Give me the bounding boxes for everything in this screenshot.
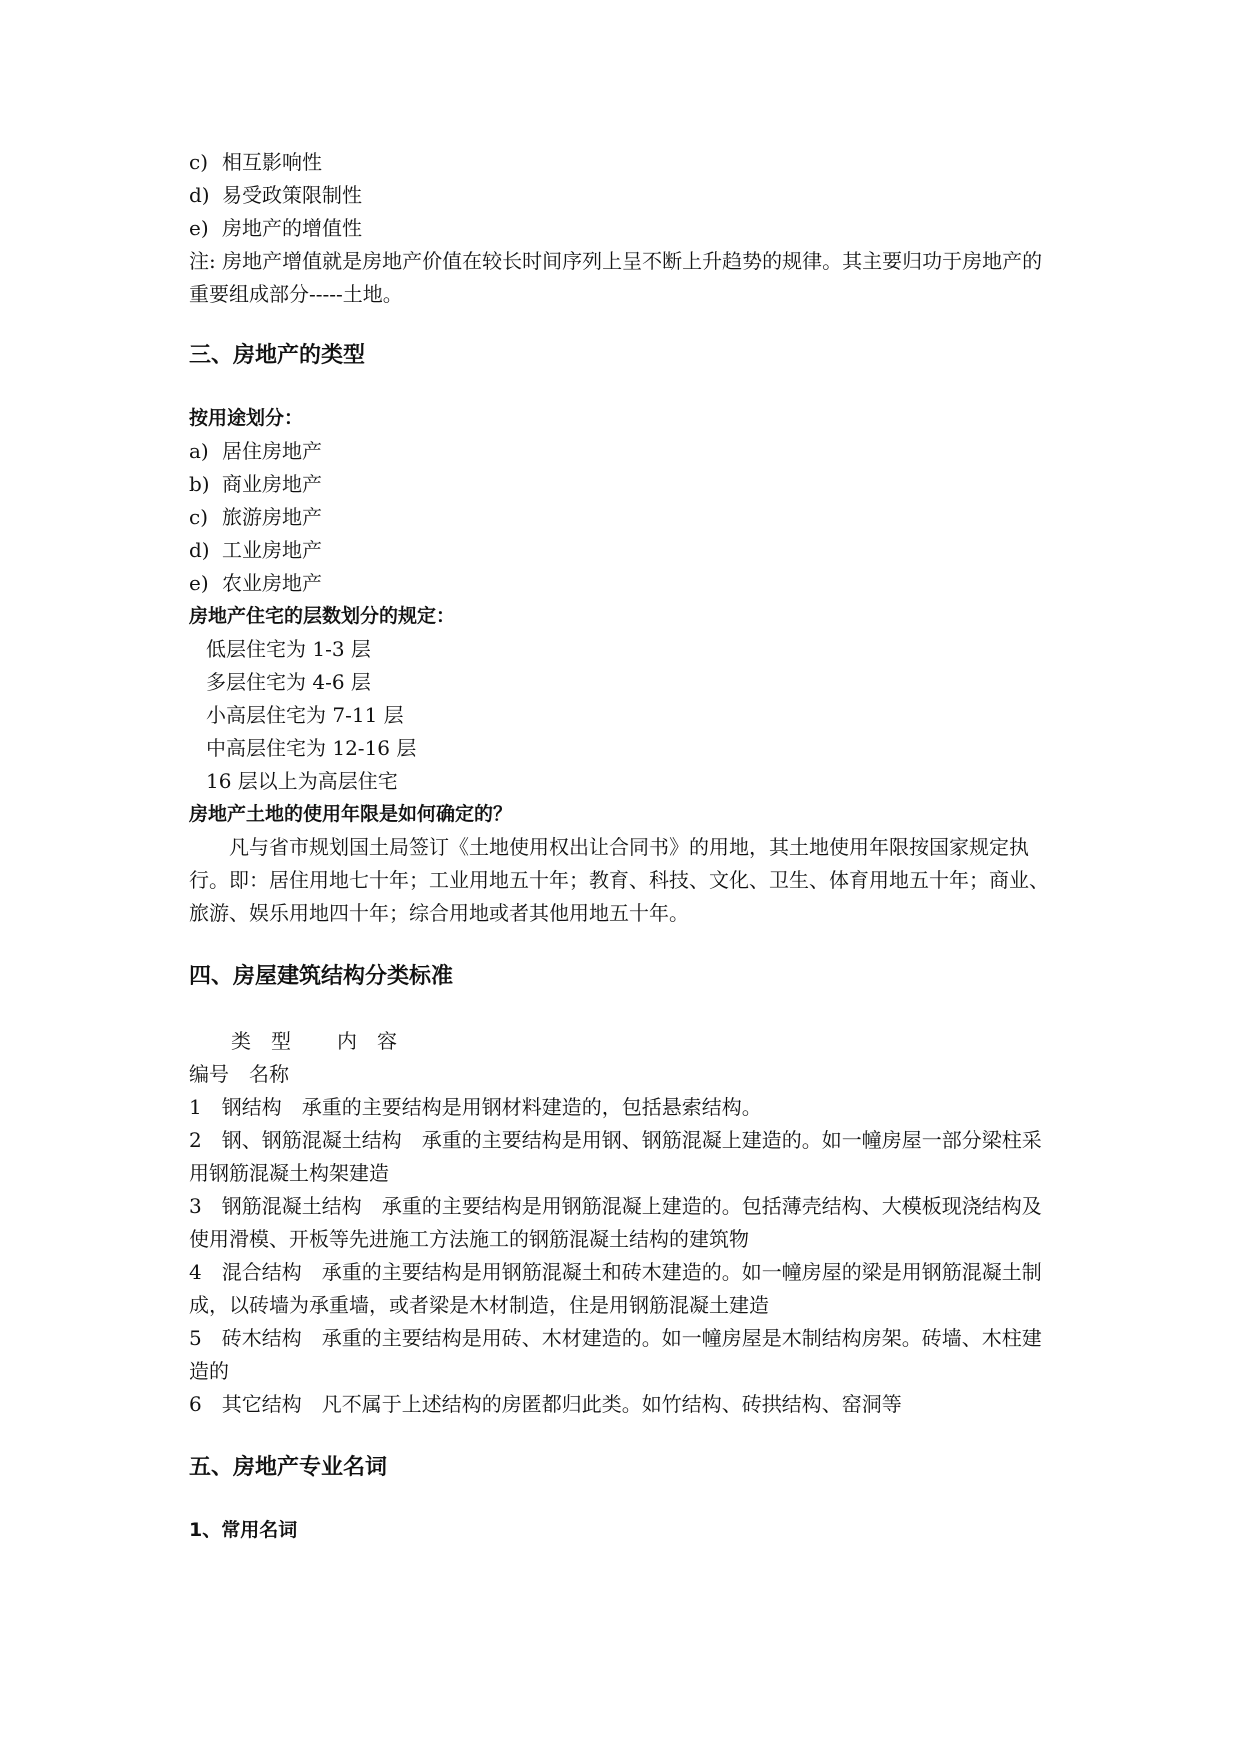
list-item: d) 工业房地产 — [189, 538, 322, 562]
table-subheader: 编号 名称 — [189, 1062, 289, 1086]
landuse-paragraph: 凡与省市规划国土局签订《土地使用权出让合同书》的用地，其土地使用年限按国家规定执行。即：居住用地七十年；工业用地五十年；教育、科技、文化、卫生、体育用地五十年；商业、旅游、娱乐用地四十年；综合用地或者其他用地五十年。 — [189, 835, 1049, 925]
table-row: 3 钢筋混凝土结构 承重的主要结构是用钢筋混凝上建造的。包括薄壳结构、大模板现浇结构及使用滑模、开板等先进施工方法施工的钢筋混凝土结构的建筑物 — [189, 1194, 1042, 1251]
table-header-type: 类 型 — [231, 1029, 291, 1053]
document-page — [189, 146, 1055, 1547]
floor-rule: 低层住宅为 1-3 层 — [206, 637, 371, 661]
subsection-title: 1、常用名词 — [189, 1519, 298, 1541]
list-item: d) 易受政策限制性 — [189, 183, 362, 207]
floor-rule: 多层住宅为 4-6 层 — [206, 670, 371, 694]
list-item: e) 农业房地产 — [189, 571, 322, 595]
floor-rule: 16 层以上为高层住宅 — [206, 769, 398, 793]
list-item: c) 旅游房地产 — [189, 505, 322, 529]
table-row: 4 混合结构 承重的主要结构是用钢筋混凝土和砖木建造的。如一幢房屋的梁是用钢筋混凝土制成，以砖墙为承重墙，或者梁是木材制造，住是用钢筋混凝土建造 — [189, 1260, 1042, 1317]
list-item: c) 相互影响性 — [189, 150, 322, 174]
table-row: 2 钢、钢筋混凝土结构 承重的主要结构是用钢、钢筋混凝上建造的。如一幢房屋一部分梁柱采用钢筋混凝土构架建造 — [189, 1128, 1042, 1185]
table-header — [189, 1025, 1055, 1058]
section-5-title: 五、房地产专业名词 — [189, 1455, 388, 1480]
list-item: a) 居住房地产 — [189, 439, 322, 463]
list-item: e) 房地产的增值性 — [189, 216, 362, 240]
note-paragraph: 注: 房地产增值就是房地产价值在较长时间序列上呈不断上升趋势的规律。其主要归功于房地产的重要组成部分-----土地。 — [189, 249, 1043, 306]
table-row: 1 钢结构 承重的主要结构是用钢材料建造的，包括悬索结构。 — [189, 1095, 762, 1119]
floor-rule: 小高层住宅为 7-11 层 — [206, 703, 404, 727]
list-item: b) 商业房地产 — [189, 472, 322, 496]
section-3-title: 三、房地产的类型 — [189, 343, 366, 368]
landuse-heading: 房地产土地的使用年限是如何确定的？ — [189, 803, 513, 825]
table-header-content: 内 容 — [337, 1029, 397, 1053]
table-row: 5 砖木结构 承重的主要结构是用砖、木材建造的。如一幢房屋是木制结构房架。砖墙、木柱建造的 — [189, 1326, 1042, 1383]
floor-rule: 中高层住宅为 12-16 层 — [206, 736, 417, 760]
section-4-title: 四、房屋建筑结构分类标准 — [189, 964, 454, 989]
floors-heading: 房地产住宅的层数划分的规定： — [189, 605, 456, 627]
usage-heading: 按用途划分： — [189, 407, 304, 429]
table-row: 6 其它结构 凡不属于上述结构的房匿都归此类。如竹结构、砖拱结构、窑洞等 — [189, 1392, 902, 1416]
